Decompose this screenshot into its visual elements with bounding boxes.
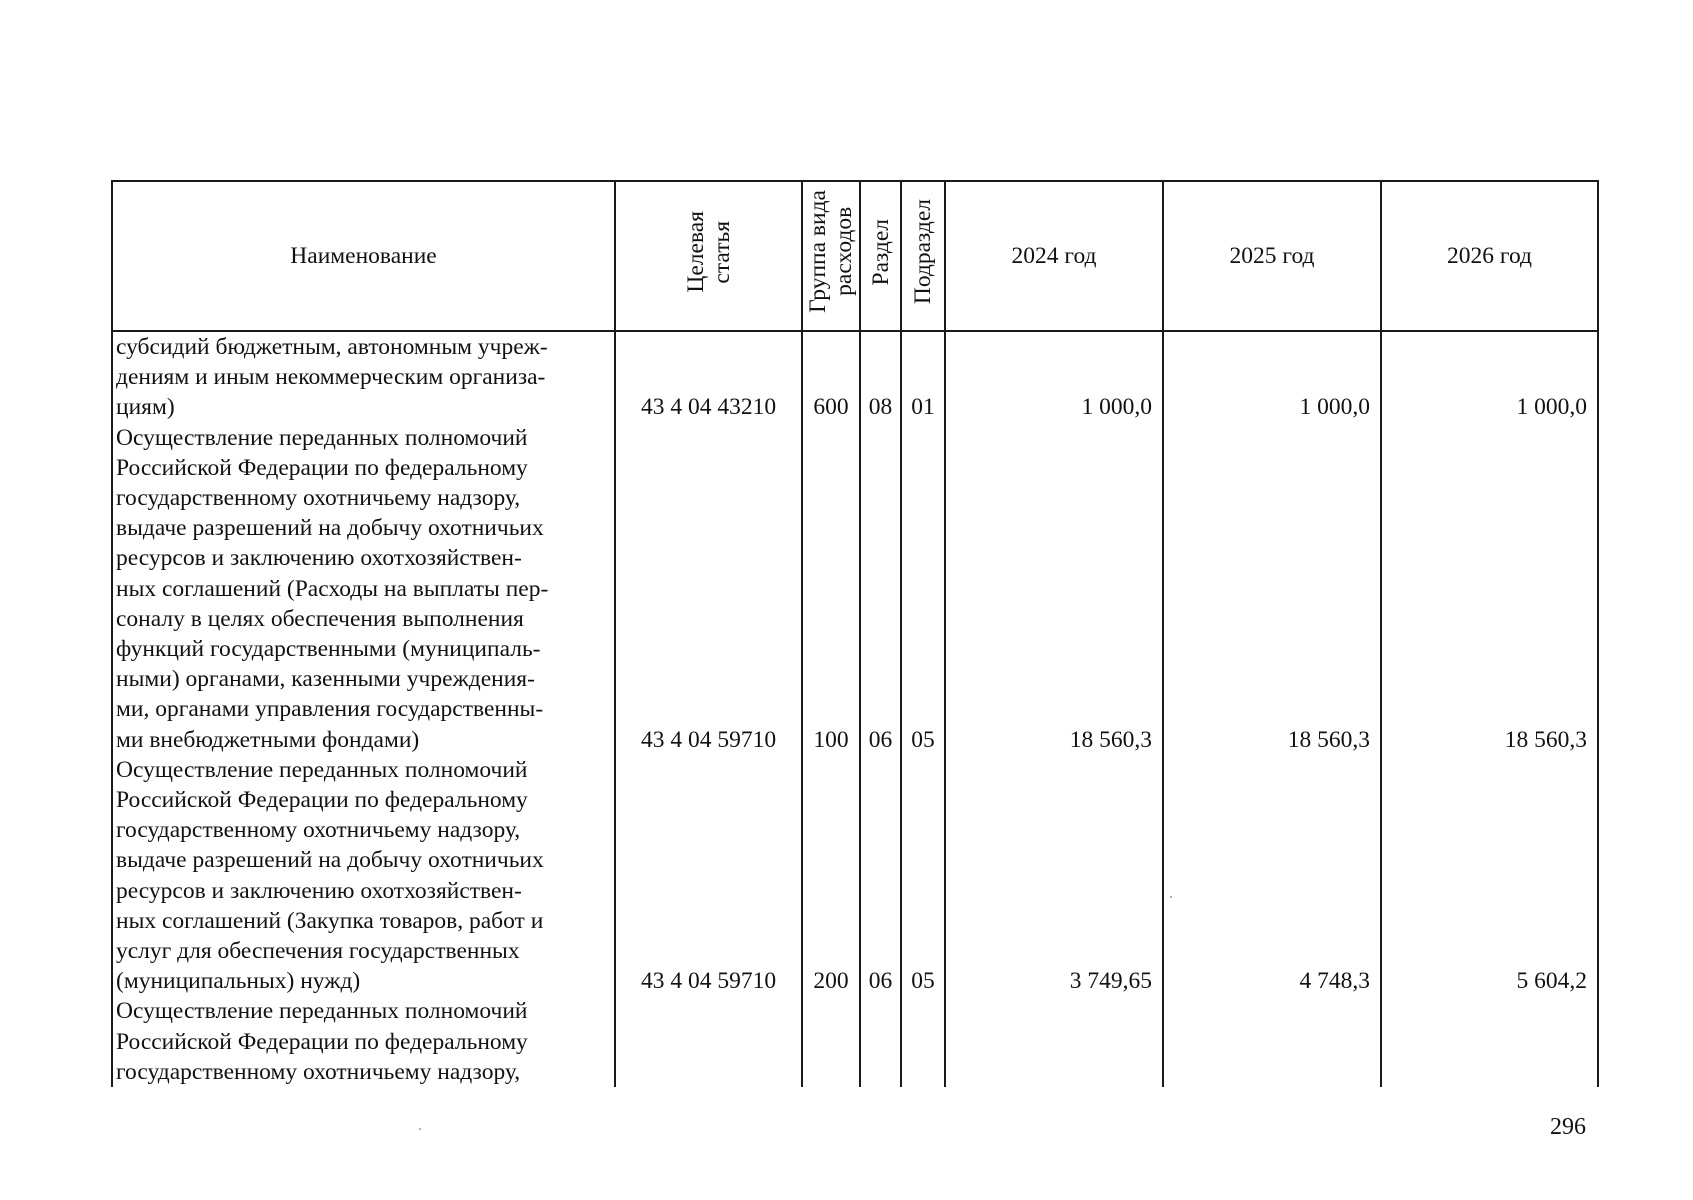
row-name: субсидий бюджетным, автономным учреж- дениям и иным некоммерческим организа- циям) — [112, 331, 615, 423]
row-value-2025: 18 560,3 — [1163, 423, 1381, 755]
row-target-article: 43 4 04 43210 — [615, 331, 802, 423]
scan-speck — [419, 1128, 421, 1130]
row-section: 08 — [860, 331, 901, 423]
row-target-article — [615, 996, 802, 1087]
row-value-2025 — [1163, 996, 1381, 1087]
row-target-article: 43 4 04 59710 — [615, 423, 802, 755]
row-section: 06 — [860, 423, 901, 755]
header-expense-group: Группа вида расходов — [802, 181, 860, 331]
row-value-2024 — [945, 996, 1163, 1087]
row-name: Осуществление переданных полномочий Российской Федерации по федеральному государственному охотничьему надзору, выдаче разрешений на добычу охотничьих ресурсов и заключению охотхозяйствен- ных соглашений (Закупка товаров, работ и услуг для обеспечения государственных (муниципальных) нужд) — [112, 755, 615, 997]
row-value-2026: 1 000,0 — [1381, 331, 1598, 423]
budget-table — [111, 180, 1599, 1087]
header-subsection: Подраздел — [901, 181, 945, 331]
row-section — [860, 996, 901, 1087]
row-subsection: 01 — [901, 331, 945, 423]
table-row — [112, 996, 1598, 1087]
row-target-article: 43 4 04 59710 — [615, 755, 802, 997]
header-name: Наименование — [112, 181, 615, 331]
table-row — [112, 423, 1598, 755]
row-section: 06 — [860, 755, 901, 997]
row-value-2026: 5 604,2 — [1381, 755, 1598, 997]
row-subsection: 05 — [901, 755, 945, 997]
table-header-row — [112, 181, 1598, 331]
row-name: Осуществление переданных полномочий Российской Федерации по федеральному государственному охотничьему надзору, — [112, 996, 615, 1087]
header-year-2026: 2026 год — [1381, 181, 1598, 331]
header-target-article: Целевая статья — [615, 181, 802, 331]
table-row — [112, 755, 1598, 997]
header-year-2024: 2024 год — [945, 181, 1163, 331]
header-section: Раздел — [860, 181, 901, 331]
row-expense-group: 200 — [802, 755, 860, 997]
header-year-2025: 2025 год — [1163, 181, 1381, 331]
row-subsection: 05 — [901, 423, 945, 755]
scan-speck — [1170, 896, 1172, 898]
row-value-2024: 1 000,0 — [945, 331, 1163, 423]
page-number: 296 — [1550, 1114, 1586, 1140]
row-name: Осуществление переданных полномочий Российской Федерации по федеральному государственному охотничьему надзору, выдаче разрешений на добычу охотничьих ресурсов и заключению охотхозяйствен- ных соглашений (Расходы на выплаты пер- соналу в целях обеспечения выполнения функций государственными (муниципаль- ными) органами, казенными учреждения- ми, органами управления государственны- ми внебюджетными фондами) — [112, 423, 615, 755]
row-value-2024: 3 749,65 — [945, 755, 1163, 997]
row-value-2026 — [1381, 996, 1598, 1087]
row-expense-group: 100 — [802, 423, 860, 755]
row-expense-group — [802, 996, 860, 1087]
row-subsection — [901, 996, 945, 1087]
table-row — [112, 331, 1598, 423]
row-value-2024: 18 560,3 — [945, 423, 1163, 755]
row-value-2025: 1 000,0 — [1163, 331, 1381, 423]
row-expense-group: 600 — [802, 331, 860, 423]
row-value-2025: 4 748,3 — [1163, 755, 1381, 997]
row-value-2026: 18 560,3 — [1381, 423, 1598, 755]
